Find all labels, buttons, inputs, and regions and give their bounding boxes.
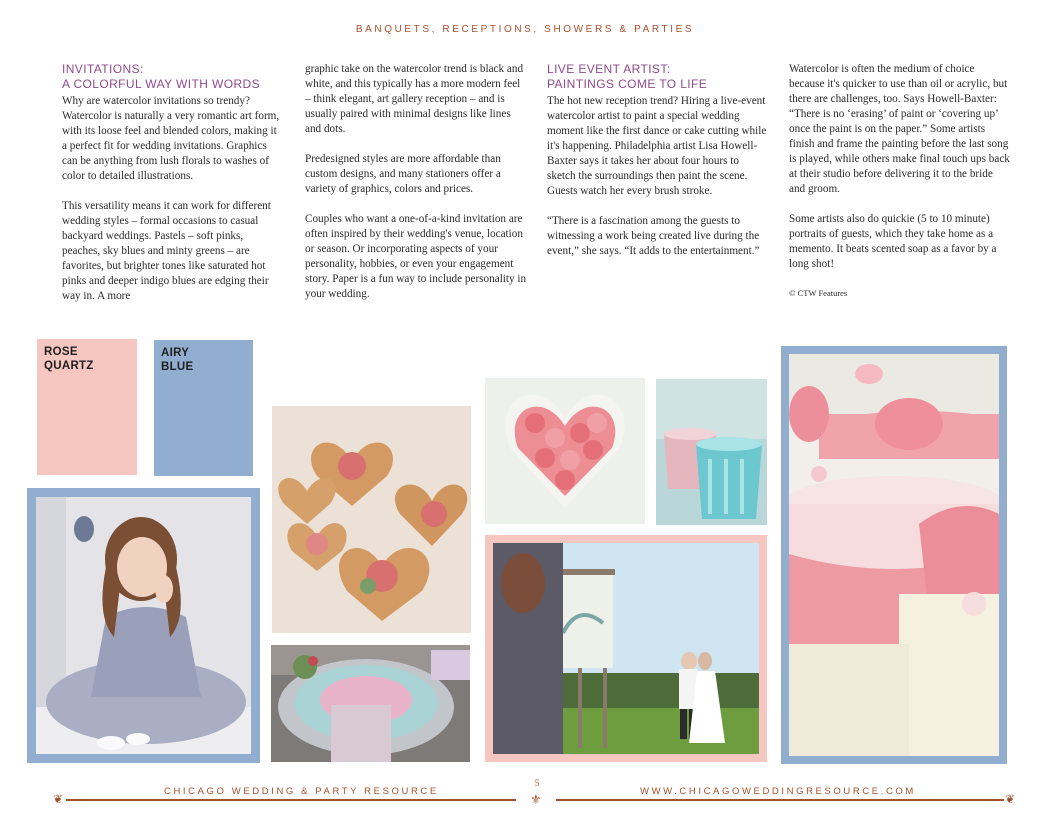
footer-publication-name: CHICAGO WEDDING & PARTY RESOURCE	[164, 786, 439, 797]
article-invitations-column-1	[62, 62, 284, 319]
footer-rule-right	[556, 799, 1004, 801]
article-invitations-column-2	[305, 62, 527, 317]
photo-heart-cookies	[272, 406, 471, 633]
photo-pink-reception-chairs	[781, 346, 1007, 764]
paragraph: The hot new reception trend? Hiring a live-event watercolor artist to paint a special wedding moment like the first dance or cake cutting while it's happening. Philadelphia artist Lisa Howell-Baxter says it takes her about four hours to sketch the surroundings then paint the scene. Guests watch her every brush stroke.	[547, 95, 767, 197]
swatch-label-line-2: BLUE	[161, 361, 194, 373]
paragraph: “There is a fascination among the guests to witnessing a work being created live during the event,” she says. “It adds to the entertainment.”	[547, 215, 760, 257]
photo-live-event-painter	[485, 535, 767, 762]
photo-girl-in-blue-dress	[27, 488, 260, 763]
paragraph: Why are watercolor invitations so trendy? Watercolor is naturally a very romantic art form, with its loose feel and blended colors, making it a perfect fit for wedding invitations. Graphics can be anything from lush florals to washes of color to detailed illustrations.	[62, 95, 280, 182]
footer-ornament-center-icon: ⚜	[530, 792, 542, 807]
photo-glass-votives	[656, 379, 767, 525]
photo-rose-heart-bouquet	[485, 378, 645, 524]
swatch-label-line-2: QUARTZ	[44, 360, 94, 372]
paragraph: graphic take on the watercolor trend is black and white, and this typically has a more modern feel – think elegant, art gallery reception – and is usually paired with minimal designs like lines and dots.	[305, 63, 524, 135]
heading-line-2: PAINTINGS COME TO LIFE	[547, 77, 708, 91]
paragraph: This versatility means it can work for different wedding styles – formal occasions to casual backyard weddings. Pastels – soft pinks, peaches, sky blues and minty greens – are favorites, but brighter tones like saturated hot pinks and deeper indigo blues are edging their way in. A more	[62, 200, 271, 302]
paragraph: Watercolor is often the medium of choice because it's quicker to use than oil or acrylic, but there are challenges, too. Says Howell-Baxter: “There is no ‘erasing’ of paint or ‘covering up’ once the paint is on the paper.” Some artists finish and frame the painting before the last song is played, while others make final touch ups back at their studio before delivering it to the bride and groom.	[789, 63, 1010, 195]
section-header: BANQUETS, RECEPTIONS, SHOWERS & PARTIES	[355, 24, 695, 35]
footer-website-url[interactable]: WWW.CHICAGOWEDDINGRESOURCE.COM	[640, 786, 916, 797]
footer-ornament-right-icon: ❦	[1005, 792, 1016, 806]
article-artist-column-1	[547, 62, 769, 274]
swatch-label-line-1: ROSE	[44, 346, 78, 358]
article-heading-invitations	[62, 62, 284, 92]
footer-ornament-left-icon: ❦	[53, 792, 64, 806]
swatch-label-line-1: AIRY	[161, 347, 190, 359]
paragraph: Some artists also do quickie (5 to 10 minute) portraits of guests, which they take home as a memento. It beats scented soap as a favor by a long shot!	[789, 213, 997, 270]
photo-credit: © CTW Features	[789, 288, 848, 298]
swatch-airy-blue	[154, 340, 253, 476]
heading-line-2: A COLORFUL WAY WITH WORDS	[62, 77, 261, 91]
heading-line-1: LIVE EVENT ARTIST:	[547, 62, 671, 76]
footer-rule-left	[66, 799, 516, 801]
page-number: 5	[534, 778, 540, 788]
article-heading-live-event-artist	[547, 62, 769, 92]
paragraph: Predesigned styles are more affordable than custom designs, and many stationers offer a variety of graphics, colors and prices.	[305, 153, 501, 195]
article-artist-column-2	[789, 62, 1011, 314]
paragraph: Couples who want a one-of-a-kind invitation are often inspired by their wedding's venue, location or season. Or incorporating aspects of your personality, hobbies, or even your engagement story. Paper is a fun way to include personality in your wedding.	[305, 213, 527, 300]
swatch-rose-quartz	[37, 339, 137, 475]
heading-line-1: INVITATIONS:	[62, 62, 144, 76]
photo-table-setting-plates	[271, 645, 470, 762]
